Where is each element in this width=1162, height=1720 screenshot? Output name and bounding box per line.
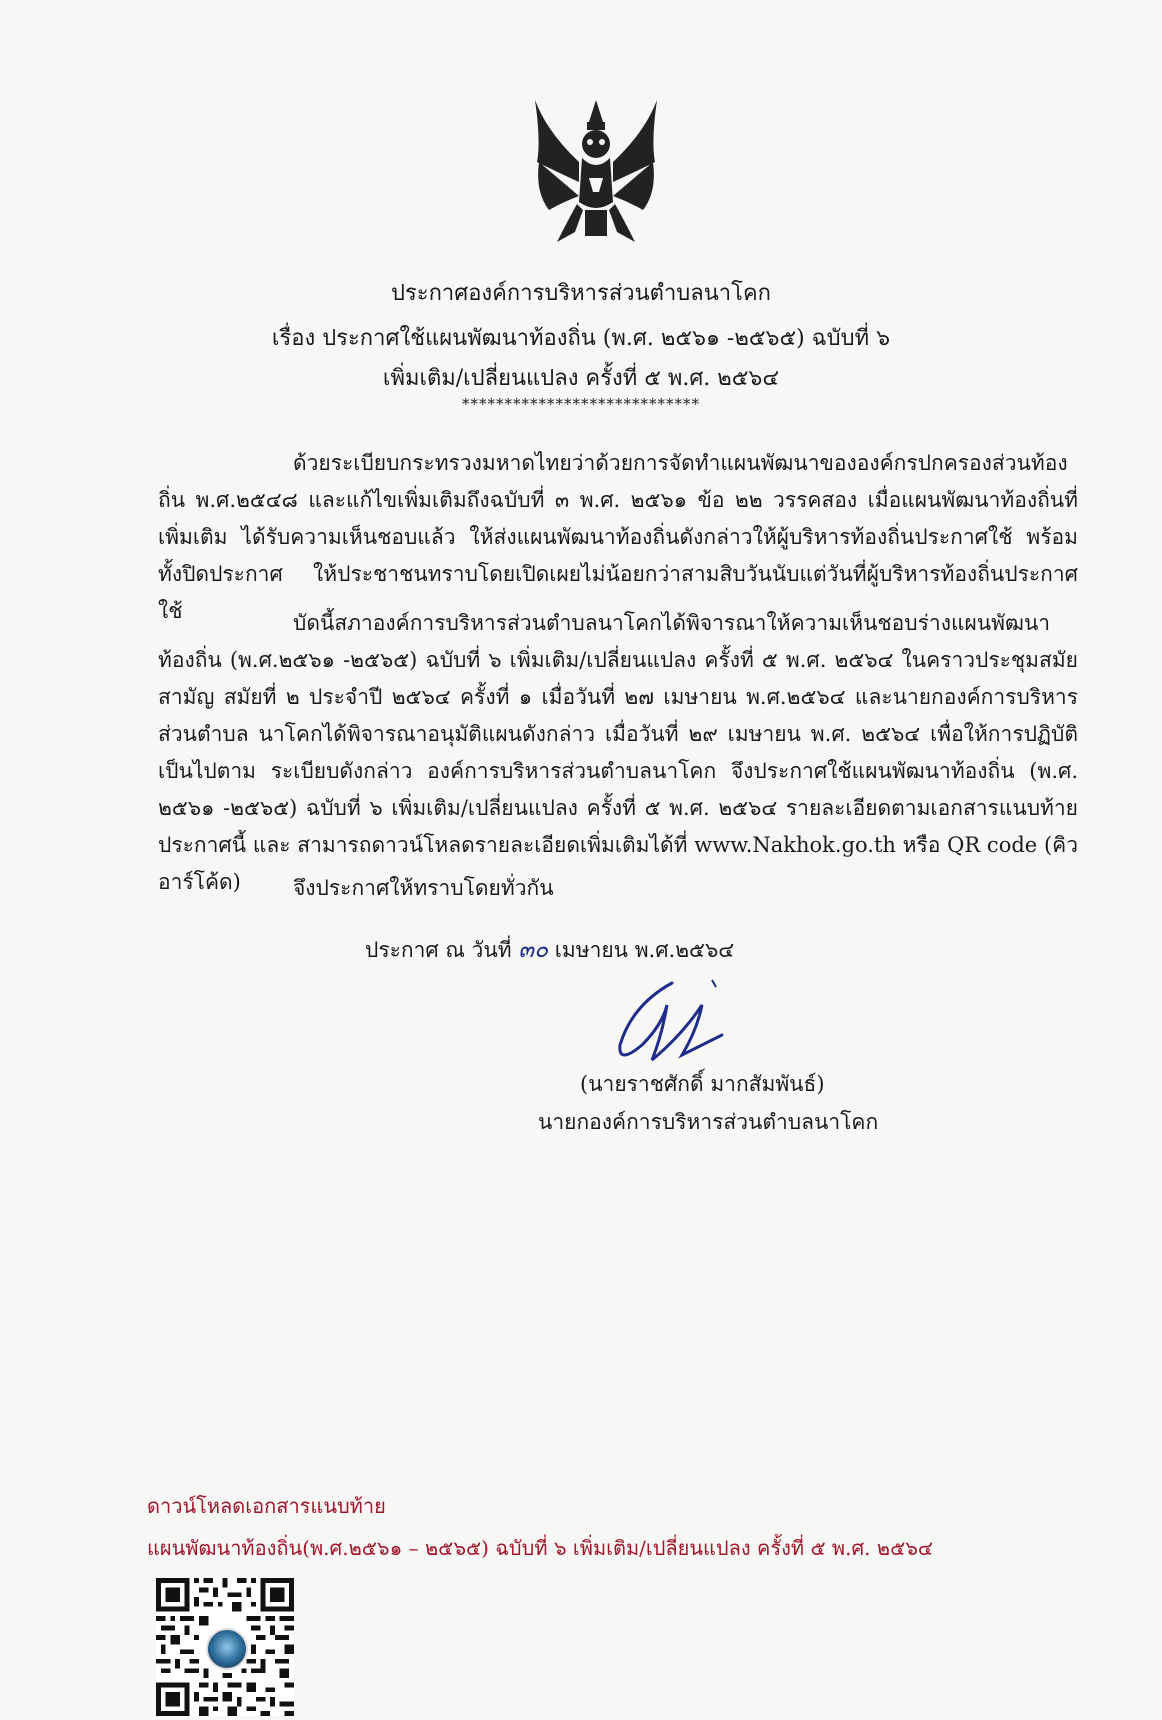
signatory-title: นายกองค์การบริหารส่วนตำบลนาโคก xyxy=(538,1110,879,1134)
qr-center-logo-icon xyxy=(206,1628,248,1670)
announcement-subject: เรื่อง ประกาศใช้แผนพัฒนาท้องถิ่น (พ.ศ. ๒๕๖๑ -๒๕๖๕) ฉบับที่ ๖ xyxy=(271,326,891,351)
qr-code[interactable] xyxy=(156,1578,294,1716)
date-day-handwritten: ๓๐ xyxy=(518,937,549,963)
date-prefix: ประกาศ ณ วันที่ xyxy=(365,938,512,962)
announcement-heading: ประกาศองค์การบริหารส่วนตำบลนาโคก xyxy=(390,281,771,306)
body-paragraph-1: ด้วยระเบียบกระทรวงมหาดไทยว่าด้วยการจัดทำแผนพัฒนาขององค์กรปกครองส่วนท้องถิ่น พ.ศ.๒๕๔๘ และแก้ไขเพิ่มเติมถึงฉบับที่ ๓ พ.ศ. ๒๕๖๑ ข้อ ๒๒ วรรคสอง เมื่อแผนพัฒนาท้องถิ่นที่เพิ่มเติม ได้รับความเห็นชอบแล้ว ให้ส่งแผนพัฒนาท้องถิ่นดังกล่าวให้ผู้บริหารท้องถิ่นประกาศใช้ พร้อมทั้งปิดประกาศ ให้ประชาชนทราบโดยเปิดเผยไม่น้อยกว่าสามสิบวันนับแต่วันที่ผู้บริหารท้องถิ่นประกาศใช้ xyxy=(158,451,1078,623)
announcement-date xyxy=(365,932,734,968)
date-suffix: เมษายน พ.ศ.๒๕๖๔ xyxy=(554,938,735,962)
body-paragraph-3: จึงประกาศให้ทราบโดยทั่วกัน xyxy=(293,876,554,900)
announcement-subject-continued: เพิ่มเติม/เปลี่ยนแปลง ครั้งที่ ๕ พ.ศ. ๒๕๖๔ xyxy=(382,366,780,391)
download-document-title: แผนพัฒนาท้องถิ่น(พ.ศ.๒๕๖๑ – ๒๕๖๕) ฉบับที่ ๖ เพิ่มเติม/เปลี่ยนแปลง ครั้งที่ ๕ พ.ศ. ๒๕๖๔ xyxy=(147,1536,934,1560)
download-label: ดาวน์โหลดเอกสารแนบท้าย xyxy=(147,1494,386,1518)
body-paragraph-2: บัดนี้สภาองค์การบริหารส่วนตำบลนาโคกได้พิจารณาให้ความเห็นชอบร่างแผนพัฒนาท้องถิ่น (พ.ศ.๒๕๖๑ -๒๕๖๕) ฉบับที่ ๖ เพิ่มเติม/เปลี่ยนแปลง ครั้งที่ ๕ พ.ศ. ๒๕๖๔ ในคราวประชุมสมัยสามัญ สมัยที่ ๒ ประจำปี ๒๕๖๔ ครั้งที่ ๑ เมื่อวันที่ ๒๗ เมษายน พ.ศ.๒๕๖๔ และนายกองค์การบริหารส่วนตำบล นาโคกได้พิจารณาอนุมัติแผนดังกล่าว เมื่อวันที่ ๒๙ เมษายน พ.ศ. ๒๕๖๔ เพื่อให้การปฏิบัติเป็นไปตาม ระเบียบดังกล่าว องค์การบริหารส่วนตำบลนาโคก จึงประกาศใช้แผนพัฒนาท้องถิ่น (พ.ศ. ๒๕๖๑ -๒๕๖๕) ฉบับที่ ๖ เพิ่มเติม/เปลี่ยนแปลง ครั้งที่ ๕ พ.ศ. ๒๕๖๔ รายละเอียดตามเอกสารแนบท้ายประกาศนี้ และ สามารถดาวน์โหลดรายละเอียดเพิ่มเติมได้ที่ www.Nakhok.go.th หรือ QR code (คิวอาร์โค้ด) xyxy=(158,611,1078,894)
garuda-emblem-icon xyxy=(527,92,665,252)
signatory-name: (นายราชศักดิ์ มากสัมพันธ์) xyxy=(580,1072,825,1096)
separator-stars: **************************** xyxy=(462,395,700,413)
signature-icon xyxy=(612,975,742,1070)
